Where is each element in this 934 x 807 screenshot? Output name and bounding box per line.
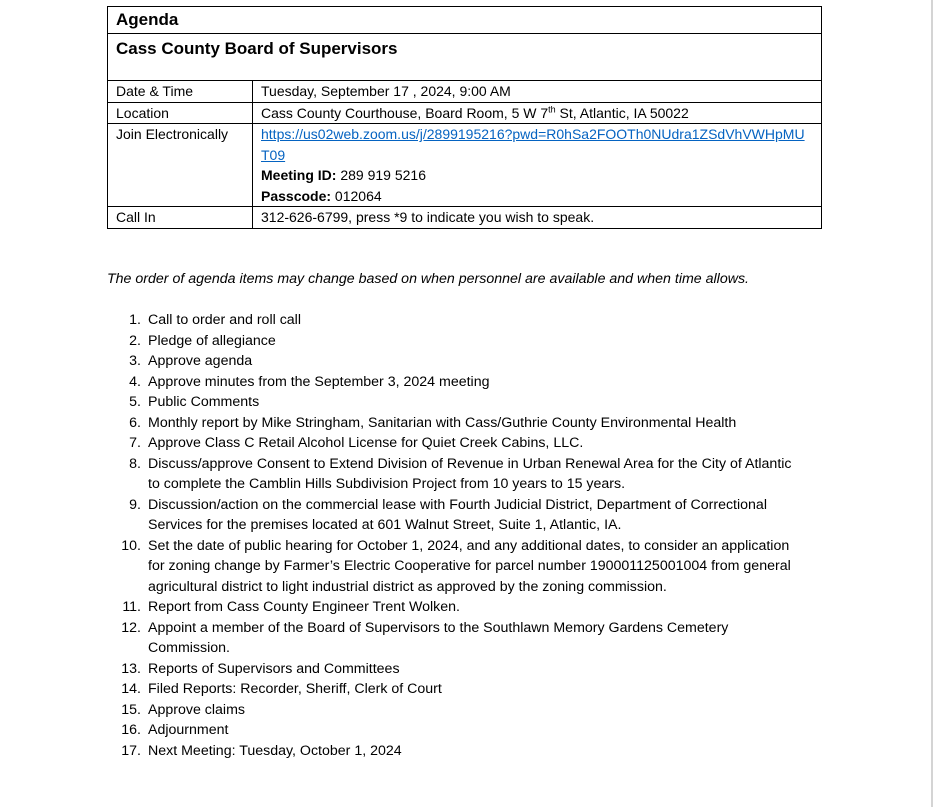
agenda-item-text: Approve Class C Retail Alcohol License for Quiet Creek Cabins, LLC. [148,435,584,451]
zoom-link[interactable]: https://us02web.zoom.us/j/2899195216?pwd=R0hSa2FOOTh0NUdra1ZSdVhVWHpMUT09 [261,126,805,163]
join-row [108,124,822,207]
passcode [261,186,813,207]
agenda-item-text: Public Comments [148,394,260,410]
agenda-item-number-text: 8. [129,455,141,472]
agenda-item [107,597,807,618]
agenda-item-number [107,700,141,721]
agenda-item-text: Approve agenda [148,353,253,369]
agenda-item-text: Discuss/approve Consent to Extend Division of Revenue in Urban Renewal Area for the City of Atlantic to complete the Camblin Hills Subdivision Project from 10 years to 15 years. [148,455,792,492]
board-row [108,34,822,81]
agenda-item-number-text: 6. [129,414,141,431]
agenda-item-number-text: 16. [121,722,141,738]
agenda-item-number [107,618,141,639]
agenda-item [107,741,807,762]
date-time-value: Tuesday, September 17 , 2024, 9:00 AM [253,81,822,103]
agenda-item [107,331,807,352]
agenda-item [107,618,807,659]
agenda-item [107,679,807,700]
agenda-item-number-text: 2. [129,332,141,349]
call-in-row [108,207,822,229]
meeting-info-table [107,6,822,229]
agenda-item-number [107,413,141,434]
join-value [253,124,822,207]
title-row [108,7,822,34]
agenda-item-text: Reports of Supervisors and Committees [148,660,400,677]
date-time-row [108,81,822,103]
page-edge-divider [931,0,933,807]
location-value [253,102,822,124]
agenda-item [107,720,807,741]
agenda-item-text: Filed Reports: Recorder, Sheriff, Clerk of Court [148,681,442,697]
agenda-item-text: Next Meeting: Tuesday, October 1, 2024 [148,742,402,759]
agenda-item-text: Pledge of allegiance [148,332,276,349]
location-city: St, Atlantic, IA 50022 [555,104,689,121]
agenda-item [107,700,807,721]
location-address: Cass County Courthouse, Board Room, 5 W 7 [261,104,549,121]
agenda-item-number [107,310,141,331]
agenda-item-number-text: 12. [121,619,141,636]
agenda-item-number-text: 11. [122,599,141,615]
agenda-item [107,310,807,331]
agenda-item-number [107,741,141,762]
agenda-item-number [107,351,141,372]
agenda-item-text: Approve minutes from the September 3, 2024 meeting [148,373,490,390]
location-row [108,102,822,124]
agenda-item-number-text: 4. [129,373,141,390]
agenda-item [107,659,807,680]
passcode-value: 012064 [331,187,382,204]
agenda-item-number-text: 13. [121,660,141,677]
agenda-item-text: Call to order and roll call [148,312,301,328]
agenda-item [107,392,807,413]
agenda-item-text: Adjournment [148,722,229,738]
agenda-item-number [107,536,141,557]
agenda-item-number-text: 1. [129,312,141,328]
agenda-item [107,433,807,454]
agenda-item-number-text: 15. [121,701,141,718]
agenda-item-number-text: 17. [121,742,141,759]
call-in-value: 312-626-6799, press *9 to indicate you wish to speak. [253,207,822,229]
agenda-item [107,454,807,495]
agenda-item [107,351,807,372]
agenda-item-number-text: 7. [129,435,141,451]
join-label: Join Electronically [108,124,253,207]
call-in-label: Call In [108,207,253,229]
agenda-item-number-text: 5. [129,394,141,410]
agenda-title: Agenda [108,7,822,34]
agenda-item-text: Report from Cass County Engineer Trent Wolken. [148,599,460,615]
agenda-item-text: Approve claims [148,701,245,718]
location-label: Location [108,102,253,124]
agenda-item-text: Discussion/action on the commercial lease with Fourth Judicial District, Department of Correctional Services for the premises located at 601 Walnut Street, Suite 1, Atlantic, IA. [148,496,767,533]
passcode-label: Passcode: [261,187,332,204]
agenda-item-number-text: 3. [129,353,141,369]
agenda-item-number [107,495,141,516]
meeting-id [261,165,813,186]
date-time-label: Date & Time [108,81,253,103]
board-name: Cass County Board of Supervisors [108,34,822,81]
meeting-id-value: 289 919 5216 [336,167,426,183]
agenda-item-text: Appoint a member of the Board of Supervisors to the Southlawn Memory Gardens Cemetery Commission. [148,619,729,656]
agenda-item-number [107,597,141,618]
meeting-id-label: Meeting ID: [261,167,337,183]
agenda-item-number [107,372,141,393]
agenda-item-number [107,454,141,475]
agenda-item-number [107,720,141,741]
agenda-item-number-text: 9. [129,496,141,513]
agenda-item [107,536,807,598]
agenda-item-number [107,679,141,700]
agenda-item-number-text: 10. [121,537,141,554]
agenda-item-number [107,392,141,413]
agenda-item-number [107,331,141,352]
agenda-item-number [107,433,141,454]
agenda-item-text: Monthly report by Mike Stringham, Sanitarian with Cass/Guthrie County Environmental Health [148,414,737,431]
agenda-item [107,372,807,393]
agenda-item [107,413,807,434]
agenda-item-number-text: 14. [121,681,141,697]
agenda-item-text: Set the date of public hearing for October 1, 2024, and any additional dates, to consider an application for zoning change by Farmer’s Electric Cooperative for parcel number 190001125001004 from general agricultural district to light industrial district as approved by the zoning commission. [148,537,791,595]
agenda-item-number [107,659,141,680]
ordinal-suffix: th [548,103,556,114]
agenda-item [107,495,807,536]
agenda-list [107,310,807,761]
order-notice: The order of agenda items may change based on when personnel are available and when time allows. [107,271,749,287]
